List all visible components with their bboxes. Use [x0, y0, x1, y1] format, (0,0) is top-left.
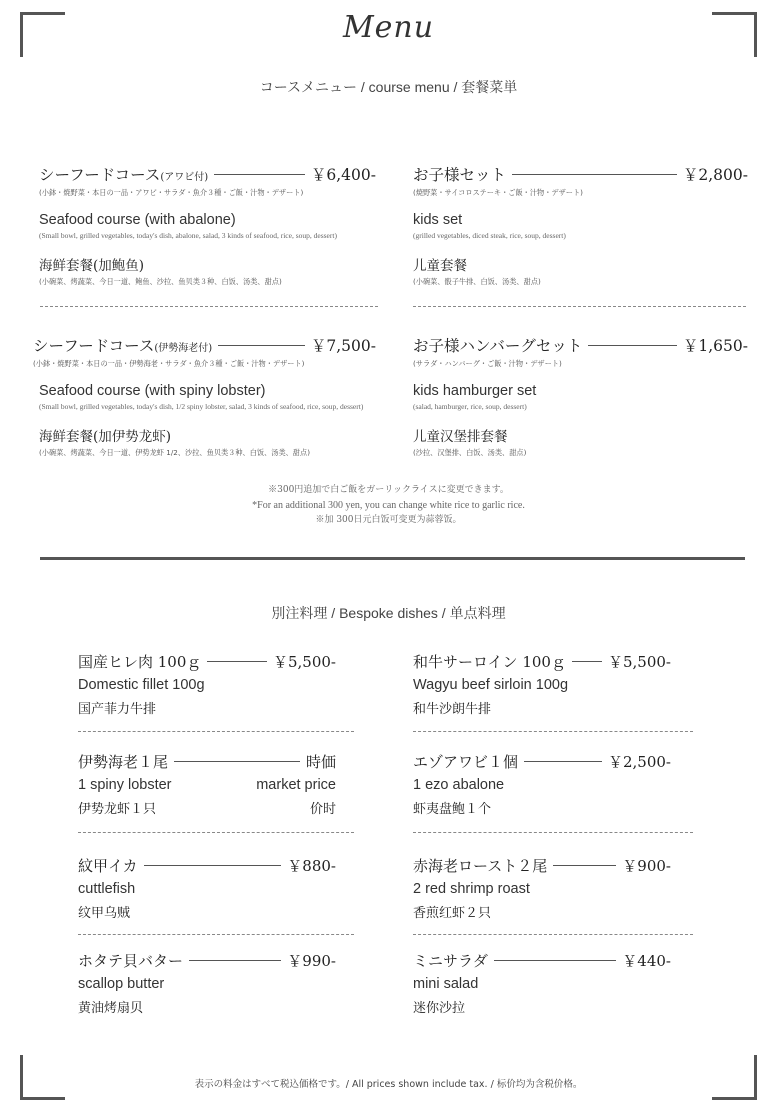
price-leader — [144, 865, 282, 866]
price-leader — [553, 865, 616, 866]
dish-name-zh: 黄油烤扇贝 — [78, 1001, 144, 1016]
dashed-divider — [413, 731, 693, 732]
course-name-en: kids set — [413, 212, 463, 228]
dish-name-zh: 伊势龙虾１只 — [78, 802, 157, 817]
dish-item — [78, 651, 336, 717]
dish-name-en: 1 ezo abalone — [413, 777, 505, 793]
menu-title: Menu — [342, 10, 435, 45]
dish-name-ja: 赤海老ロースト２尾 — [413, 857, 548, 875]
course-item — [39, 163, 376, 287]
dish-name-en: 2 red shrimp roast — [413, 881, 530, 897]
dish-name-zh: 迷你沙拉 — [413, 1001, 466, 1016]
course-name-ja: お子様ハンバーグセット — [413, 337, 583, 355]
dish-name-ja: 和牛サーロイン 100ｇ — [413, 653, 566, 671]
dish-name-en: cuttlefish — [78, 881, 136, 897]
course-detail-en: (grilled vegetables, diced steak, rice, soup, dessert) — [413, 231, 566, 240]
dish-name-zh: 虾夷盘鲍１个 — [413, 802, 492, 817]
course-item — [413, 163, 748, 287]
dashed-divider — [78, 731, 354, 732]
dish-name-ja: 伊勢海老１尾 — [78, 753, 169, 771]
dish-name-ja: 紋甲イカ — [78, 857, 138, 875]
dish-name-ja: 国産ヒレ肉 100ｇ — [78, 653, 202, 671]
course-name-zh: 儿童汉堡排套餐 — [413, 429, 508, 445]
course-detail-zh: (小碗菜、烤蔬菜、今日一道、鲍鱼、沙拉、鱼贝类３种、白饭、汤类、甜点) — [39, 277, 282, 286]
dish-price: ￥990- — [287, 952, 336, 970]
dashed-divider — [413, 832, 693, 833]
dish-name-zh: 香煎红虾２只 — [413, 906, 492, 921]
dish-item — [413, 855, 671, 921]
course-price: ￥6,400- — [310, 166, 376, 184]
course-item — [413, 334, 748, 458]
price-leader — [218, 345, 305, 346]
dish-price: ￥2,500- — [607, 753, 671, 771]
course-name-zh: 海鲜套餐(加伊势龙虾) — [39, 429, 172, 445]
price-leader — [572, 661, 602, 662]
course-name-zh: 儿童套餐 — [413, 258, 467, 274]
course-price: ￥1,650- — [682, 337, 748, 355]
dashed-divider — [78, 832, 354, 833]
dish-name-zh: 国产菲力牛排 — [78, 702, 157, 717]
dish-name-en: 1 spiny lobster — [78, 777, 172, 793]
course-detail-ja: (小鉢・焼野菜・本日の一品・アワビ・サラダ・魚介３種・ご飯・汁物・デザート) — [39, 188, 304, 197]
price-leader — [588, 345, 676, 346]
price-leader — [494, 960, 616, 961]
price-leader — [207, 661, 267, 662]
dish-price: ￥880- — [287, 857, 336, 875]
dish-name-zh: 和牛沙朗牛排 — [413, 702, 492, 717]
dish-item — [78, 950, 336, 1016]
dashed-divider — [40, 306, 378, 307]
price-leader — [524, 761, 602, 762]
dish-name-ja: ミニサラダ — [413, 952, 488, 970]
course-detail-zh: (小碗菜、骰子牛排、白饭、汤类、甜点) — [413, 277, 541, 286]
dish-item — [78, 751, 336, 817]
dish-name-en: Domestic fillet 100g — [78, 677, 205, 693]
dish-name-en: scallop butter — [78, 976, 165, 992]
course-detail-en: (Small bowl, grilled vegetables, today's dish, 1/2 spiny lobster, salad, 3 kinds of seafood, rice, soup, dessert) — [39, 402, 364, 411]
course-detail-ja: (サラダ・ハンバーグ・ご飯・汁物・デザート) — [413, 359, 562, 368]
course-name-en: kids hamburger set — [413, 383, 537, 399]
dashed-divider — [78, 934, 354, 935]
dish-price: ￥5,500- — [272, 653, 336, 671]
dashed-divider — [413, 934, 693, 935]
bespoke-section-title: 別注料理 / Bespoke dishes / 单点料理 — [271, 605, 506, 621]
dashed-divider — [413, 306, 746, 307]
price-leader — [174, 761, 300, 762]
dish-name-ja: エゾアワビ１個 — [413, 753, 519, 771]
course-item — [33, 334, 376, 458]
course-detail-ja: (小鉢・焼野菜・本日の一品・伊勢海老・サラダ・魚介３種・ご飯・汁物・デザート) — [33, 359, 305, 368]
course-price: ￥2,800- — [682, 166, 748, 184]
note-ja: ※300円追加で白ご飯をガーリックライスに変更できます。 — [268, 485, 509, 495]
dish-price: ￥440- — [622, 952, 671, 970]
note-en: *For an additional 300 yen, you can change white rice to garlic rice. — [252, 500, 525, 511]
course-section-title: コースメニュー / course menu / 套餐菜単 — [259, 79, 518, 95]
course-name-en: Seafood course (with spiny lobster) — [39, 383, 266, 399]
course-detail-zh: (沙拉、汉堡排、白饭、汤类、甜点) — [413, 448, 527, 457]
note-zh: ※加 300日元白饭可变更为蒜蓉饭。 — [315, 515, 462, 525]
price-leader — [512, 174, 677, 175]
section-divider — [40, 557, 745, 560]
dish-item — [413, 651, 671, 717]
dish-name-ja: ホタテ貝バター — [78, 952, 184, 970]
course-name-en: Seafood course (with abalone) — [39, 212, 236, 228]
dish-price: ￥900- — [622, 857, 671, 875]
course-price: ￥7,500- — [310, 337, 376, 355]
tax-footer: 表示の料金はすべて税込価格です。/ All prices shown include tax. / 标价均为含税价格。 — [194, 1079, 583, 1090]
course-detail-en: (Small bowl, grilled vegetables, today's dish, abalone, salad, 3 kinds of seafood, rice, soup, dessert) — [39, 231, 337, 240]
dish-name-zh: 纹甲乌贼 — [78, 906, 131, 921]
price-leader — [189, 960, 281, 961]
course-name-zh: 海鲜套餐(加鲍鱼) — [39, 258, 145, 274]
price-leader — [214, 174, 305, 175]
dish-item — [413, 751, 671, 817]
dish-name-en: mini salad — [413, 976, 479, 992]
dish-item — [413, 950, 671, 1016]
course-name-ja: シーフードコース(伊勢海老付) — [33, 337, 213, 355]
dish-price-zh: 价时 — [309, 802, 336, 817]
dish-item — [78, 855, 336, 921]
course-name-ja: シーフードコース(アワビ付) — [39, 166, 209, 184]
course-detail-ja: (焼野菜・サイコロステーキ・ご飯・汁物・デザート) — [413, 188, 583, 197]
course-detail-en: (salad, hamburger, rice, soup, dessert) — [413, 402, 527, 411]
dish-price: ￥5,500- — [607, 653, 671, 671]
dish-price: 時価 — [305, 753, 336, 771]
course-name-ja: お子様セット — [413, 166, 507, 184]
dish-name-en: Wagyu beef sirloin 100g — [413, 677, 569, 693]
rice-notes — [0, 483, 777, 528]
course-detail-zh: (小碗菜、烤蔬菜、今日一道、伊势龙虾 1/2、沙拉、鱼贝类３种、白饭、汤类、甜点) — [39, 448, 311, 457]
dish-price-en: market price — [256, 777, 336, 793]
